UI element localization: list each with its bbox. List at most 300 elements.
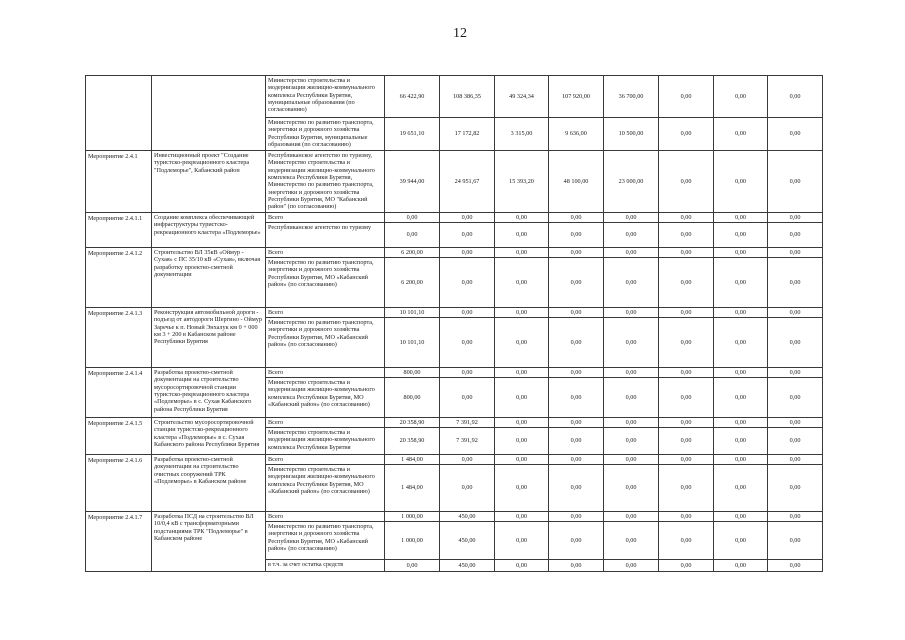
responsible-cell-text: Всего xyxy=(268,214,284,221)
value-cell-text: 0,00 xyxy=(680,213,692,221)
value-cell xyxy=(549,512,604,522)
value-cell-text: 0,00 xyxy=(789,177,801,185)
value-cell-text: 9 636,00 xyxy=(565,130,587,138)
value-cell xyxy=(549,522,604,560)
value-cell xyxy=(659,368,714,378)
value-cell-text: 800,00 xyxy=(403,368,421,376)
value-cell xyxy=(659,522,714,560)
value-cell xyxy=(440,76,495,118)
value-cell xyxy=(768,512,823,522)
value-cell xyxy=(659,318,714,368)
value-cell xyxy=(768,418,823,428)
value-cell xyxy=(768,378,823,418)
responsible-cell-text: Министерство по развитию транспорта, энергетики и дорожного хозяйства Республики Бурятия, МО «Кабанский район» (по согласованию) xyxy=(268,259,374,288)
value-cell-text: 0,00 xyxy=(625,248,637,256)
value-cell-text: 6 200,00 xyxy=(401,248,423,256)
value-cell xyxy=(385,522,440,560)
value-cell-text: 0,00 xyxy=(735,368,746,376)
value-cell-text: 0,00 xyxy=(516,484,527,492)
responsible-cell xyxy=(266,248,385,258)
value-cell-text: 0,00 xyxy=(625,536,637,544)
measure-label-text: Мероприятие 2.4.1.6 xyxy=(88,457,143,464)
responsible-cell xyxy=(266,522,385,560)
value-cell-text: 0,00 xyxy=(789,92,801,100)
value-cell xyxy=(714,318,768,368)
value-cell xyxy=(768,258,823,308)
value-cell xyxy=(714,455,768,465)
value-cell xyxy=(604,455,659,465)
value-cell xyxy=(385,151,440,213)
value-cell xyxy=(714,560,768,572)
responsible-cell xyxy=(266,560,385,572)
measure-label xyxy=(86,308,152,368)
value-cell-text: 0,00 xyxy=(625,455,637,463)
value-cell xyxy=(440,378,495,418)
value-cell-text: 450,00 xyxy=(458,561,476,569)
value-cell-text: 0,00 xyxy=(680,393,692,401)
value-cell xyxy=(604,118,659,151)
value-cell xyxy=(768,465,823,512)
value-cell xyxy=(440,560,495,572)
value-cell xyxy=(604,213,659,223)
value-cell-text: 0,00 xyxy=(570,308,582,316)
value-cell-text: 1 484,00 xyxy=(401,484,423,492)
value-cell-text: 0,00 xyxy=(516,418,527,426)
value-cell-text: 0,00 xyxy=(735,213,746,221)
responsible-cell xyxy=(266,418,385,428)
value-cell-text: 0,00 xyxy=(789,130,801,138)
value-cell xyxy=(714,118,768,151)
value-cell xyxy=(385,418,440,428)
value-cell xyxy=(385,455,440,465)
measure-label xyxy=(86,368,152,418)
value-cell xyxy=(440,428,495,455)
measure-label-text: Мероприятие 2.4.1.7 xyxy=(88,514,143,521)
value-cell-text: 1 484,00 xyxy=(401,455,423,463)
value-cell-text: 0,00 xyxy=(789,213,801,221)
measure-label-text: Мероприятие 2.4.1.4 xyxy=(88,370,143,377)
value-cell-text: 10 101,10 xyxy=(399,308,425,316)
value-cell xyxy=(604,76,659,118)
value-cell xyxy=(714,76,768,118)
value-cell xyxy=(495,455,549,465)
value-cell xyxy=(495,248,549,258)
value-cell-text: 24 951,67 xyxy=(454,177,480,185)
value-cell xyxy=(385,76,440,118)
value-cell xyxy=(714,378,768,418)
value-cell xyxy=(549,248,604,258)
value-cell-text: 7 391,92 xyxy=(456,418,478,426)
value-cell xyxy=(549,118,604,151)
value-cell xyxy=(440,308,495,318)
value-cell xyxy=(659,76,714,118)
value-cell xyxy=(604,428,659,455)
value-cell-text: 0,00 xyxy=(789,231,801,239)
value-cell-text: 0,00 xyxy=(680,418,692,426)
value-cell xyxy=(659,512,714,522)
responsible-cell-text: Всего xyxy=(268,513,284,520)
value-cell-text: 0,00 xyxy=(735,308,746,316)
value-cell xyxy=(714,248,768,258)
measure-label xyxy=(86,455,152,512)
value-cell-text: 0,00 xyxy=(516,561,527,569)
measure-label xyxy=(86,151,152,213)
value-cell xyxy=(495,465,549,512)
value-cell xyxy=(768,428,823,455)
value-cell xyxy=(385,318,440,368)
value-cell-text: 0,00 xyxy=(461,455,473,463)
value-cell-text: 0,00 xyxy=(461,308,473,316)
value-cell-text: 0,00 xyxy=(789,278,801,286)
value-cell xyxy=(495,368,549,378)
responsible-cell-text: Министерство по развитию транспорта, энергетики и дорожного хозяйства Республики Бурятия, МО «Кабанский район» (по согласованию) xyxy=(268,523,374,552)
value-cell xyxy=(549,258,604,308)
value-cell-text: 0,00 xyxy=(735,512,746,520)
value-cell-text: 0,00 xyxy=(680,92,692,100)
value-cell xyxy=(385,248,440,258)
measure-description xyxy=(152,308,266,368)
value-cell xyxy=(604,378,659,418)
page-number: 12 xyxy=(453,26,467,41)
measure-description-text: Инвестиционный проект "Создание туристско-рекреационного кластера "Подлеморье", Кабанский район xyxy=(154,152,250,174)
value-cell-text: 0,00 xyxy=(516,213,527,221)
value-cell-text: 23 000,00 xyxy=(618,177,644,185)
value-cell xyxy=(604,522,659,560)
value-cell-text: 800,00 xyxy=(403,393,421,401)
value-cell xyxy=(440,318,495,368)
value-cell xyxy=(549,223,604,248)
responsible-cell-text: Министерство строительства и модернизации жилищно-коммунального комплекса Республики Бурятия xyxy=(268,429,375,451)
responsible-cell-text: Министерство строительства и модернизации жилищно-коммунального комплекса Республики Бурятия, МО «Кабанский район» (по согласованию) xyxy=(268,466,375,495)
value-cell xyxy=(495,418,549,428)
measure-description-text: Строительство мусоросортировочной станции туристско-рекреационного кластера «Подлеморье» в с. Сухая Кабанского района Республики Бурятия xyxy=(154,419,260,448)
value-cell xyxy=(495,308,549,318)
value-cell-text: 0,00 xyxy=(680,561,692,569)
value-cell xyxy=(385,258,440,308)
value-cell-text: 15 393,20 xyxy=(509,177,534,185)
value-cell xyxy=(768,560,823,572)
value-cell xyxy=(385,213,440,223)
value-cell xyxy=(385,428,440,455)
value-cell xyxy=(495,213,549,223)
measure-description-text: Разработка ПСД на строительство ВЛ 10/0,4 кВ с трансформаторными подстанциями ТРК "Подлеморье" в Кабанском районе xyxy=(154,513,254,542)
value-cell xyxy=(549,560,604,572)
value-cell xyxy=(549,213,604,223)
value-cell-text: 0,00 xyxy=(625,484,637,492)
measure-description xyxy=(152,213,266,248)
value-cell-text: 3 315,00 xyxy=(510,130,533,138)
value-cell-text: 0,00 xyxy=(789,512,801,520)
value-cell-text: 0,00 xyxy=(570,213,582,221)
value-cell xyxy=(604,258,659,308)
value-cell-text: 0,00 xyxy=(680,130,692,138)
value-cell-text: 0,00 xyxy=(516,536,527,544)
value-cell-text: 0,00 xyxy=(461,368,473,376)
value-cell xyxy=(440,213,495,223)
value-cell-text: 0,00 xyxy=(735,92,746,100)
value-cell xyxy=(604,512,659,522)
responsible-cell xyxy=(266,455,385,465)
value-cell-text: 0,00 xyxy=(625,338,637,346)
value-cell xyxy=(714,223,768,248)
value-cell xyxy=(714,151,768,213)
responsible-cell-text: Министерство строительства и модернизации жилищно-коммунального комплекса Республики Бурятия, МО «Кабанский район» (по согласованию) xyxy=(268,379,375,408)
value-cell-text: 0,00 xyxy=(680,437,692,445)
value-cell xyxy=(604,465,659,512)
value-cell xyxy=(768,522,823,560)
value-cell-text: 0,00 xyxy=(570,418,582,426)
value-cell-text: 17 172,82 xyxy=(454,130,480,138)
value-cell-text: 0,00 xyxy=(735,130,746,138)
value-cell xyxy=(659,465,714,512)
value-cell xyxy=(495,512,549,522)
value-cell-text: 0,00 xyxy=(570,536,582,544)
value-cell xyxy=(714,258,768,308)
value-cell xyxy=(495,223,549,248)
value-cell-text: 0,00 xyxy=(680,231,692,239)
responsible-cell-text: Всего xyxy=(268,249,284,256)
responsible-cell-text: Всего xyxy=(268,456,284,463)
value-cell xyxy=(659,151,714,213)
value-cell-text: 0,00 xyxy=(789,437,801,445)
value-cell-text: 0,00 xyxy=(680,484,692,492)
value-cell-text: 450,00 xyxy=(458,512,476,520)
value-cell xyxy=(549,465,604,512)
value-cell xyxy=(495,560,549,572)
responsible-cell xyxy=(266,465,385,512)
value-cell-text: 0,00 xyxy=(516,278,527,286)
value-cell xyxy=(495,118,549,151)
value-cell-text: 0,00 xyxy=(570,368,582,376)
measure-label-text: Мероприятие 2.4.1.1 xyxy=(88,215,143,222)
value-cell-text: 0,00 xyxy=(625,418,637,426)
value-cell xyxy=(549,318,604,368)
value-cell-text: 0,00 xyxy=(516,437,527,445)
value-cell xyxy=(440,465,495,512)
value-cell-text: 10 101,10 xyxy=(399,338,425,346)
value-cell-text: 0,00 xyxy=(570,248,582,256)
value-cell xyxy=(659,118,714,151)
value-cell-text: 0,00 xyxy=(461,484,473,492)
value-cell-text: 0,00 xyxy=(625,393,637,401)
value-cell-text: 0,00 xyxy=(789,248,801,256)
value-cell-text: 0,00 xyxy=(735,484,746,492)
value-cell-text: 0,00 xyxy=(735,418,746,426)
value-cell xyxy=(495,318,549,368)
responsible-cell-text: Министерство строительства и модернизации жилищно-коммунального комплекса Республики Бурятия, муниципальные образования (по согласованию) xyxy=(268,77,375,114)
value-cell-text: 0,00 xyxy=(461,231,473,239)
value-cell xyxy=(714,465,768,512)
value-cell xyxy=(440,512,495,522)
value-cell xyxy=(440,223,495,248)
value-cell-text: 0,00 xyxy=(735,455,746,463)
value-cell-text: 450,00 xyxy=(458,536,476,544)
value-cell-text: 0,00 xyxy=(570,338,582,346)
value-cell xyxy=(768,455,823,465)
measure-description-text: Разработка проектно-сметной документации на строительство очистных сооружений ТРК «Подлеморье» в Кабанском районе xyxy=(154,456,247,485)
value-cell-text: 1 000,00 xyxy=(401,536,423,544)
value-cell-text: 0,00 xyxy=(680,536,692,544)
measure-label-text: Мероприятие 2.4.1.2 xyxy=(88,250,143,257)
responsible-cell xyxy=(266,258,385,308)
value-cell-text: 0,00 xyxy=(789,368,801,376)
value-cell-text: 0,00 xyxy=(625,213,637,221)
value-cell-text: 0,00 xyxy=(735,248,746,256)
value-cell xyxy=(440,455,495,465)
responsible-cell-text: Всего xyxy=(268,309,284,316)
measure-description xyxy=(152,76,266,151)
value-cell-text: 36 700,00 xyxy=(618,92,644,100)
value-cell-text: 0,00 xyxy=(735,177,746,185)
value-cell xyxy=(385,118,440,151)
value-cell xyxy=(714,308,768,318)
value-cell-text: 0,00 xyxy=(735,278,746,286)
value-cell xyxy=(495,258,549,308)
measure-description xyxy=(152,418,266,455)
measure-description xyxy=(152,512,266,572)
value-cell-text: 1 000,00 xyxy=(401,512,423,520)
measure-label-text: Мероприятие 2.4.1.5 xyxy=(88,420,143,427)
responsible-cell-text: Всего xyxy=(268,419,284,426)
value-cell-text: 0,00 xyxy=(516,231,527,239)
program-table xyxy=(85,75,823,572)
value-cell xyxy=(659,258,714,308)
value-cell xyxy=(768,248,823,258)
value-cell-text: 0,00 xyxy=(570,278,582,286)
value-cell xyxy=(440,368,495,378)
value-cell-text: 0,00 xyxy=(461,338,473,346)
value-cell xyxy=(495,76,549,118)
responsible-cell xyxy=(266,378,385,418)
measure-description-text: Реконструкция автомобильной дороги - подъезд от автодороги Шергино - Оймур Заречье к п. Новый Энхалук км 0 + 000 км 3 + 200 в Кабанском районе Республики Бурятия xyxy=(154,309,262,346)
value-cell xyxy=(495,428,549,455)
responsible-cell xyxy=(266,151,385,213)
value-cell xyxy=(768,318,823,368)
responsible-cell xyxy=(266,428,385,455)
value-cell xyxy=(385,512,440,522)
measure-label xyxy=(86,213,152,248)
value-cell xyxy=(604,248,659,258)
value-cell-text: 0,00 xyxy=(680,278,692,286)
measure-description xyxy=(152,455,266,512)
value-cell-text: 0,00 xyxy=(516,248,527,256)
value-cell-text: 6 200,00 xyxy=(401,278,423,286)
value-cell xyxy=(385,560,440,572)
value-cell-text: 0,00 xyxy=(516,455,527,463)
responsible-cell xyxy=(266,76,385,118)
value-cell xyxy=(440,418,495,428)
value-cell-text: 10 500,00 xyxy=(618,130,644,138)
value-cell xyxy=(549,368,604,378)
value-cell xyxy=(768,213,823,223)
measure-label xyxy=(86,76,152,151)
value-cell-text: 0,00 xyxy=(625,561,637,569)
value-cell xyxy=(768,76,823,118)
responsible-cell-text: Республиканское агентство по туризму xyxy=(268,224,372,231)
responsible-cell xyxy=(266,368,385,378)
value-cell xyxy=(768,368,823,378)
value-cell-text: 0,00 xyxy=(789,393,801,401)
value-cell xyxy=(768,223,823,248)
value-cell-text: 0,00 xyxy=(735,437,746,445)
value-cell xyxy=(604,368,659,378)
value-cell-text: 0,00 xyxy=(789,536,801,544)
measure-description xyxy=(152,368,266,418)
value-cell-text: 7 391,92 xyxy=(456,437,478,445)
value-cell-text: 0,00 xyxy=(735,338,746,346)
value-cell xyxy=(385,368,440,378)
value-cell xyxy=(549,308,604,318)
value-cell xyxy=(440,248,495,258)
value-cell xyxy=(604,151,659,213)
value-cell-text: 66 422,90 xyxy=(399,92,425,100)
value-cell xyxy=(495,378,549,418)
value-cell-text: 0,00 xyxy=(680,308,692,316)
measure-label-text: Мероприятие 2.4.1 xyxy=(88,153,138,160)
value-cell-text: 0,00 xyxy=(735,536,746,544)
responsible-cell xyxy=(266,118,385,151)
value-cell xyxy=(495,522,549,560)
value-cell-text: 0,00 xyxy=(789,338,801,346)
value-cell xyxy=(659,308,714,318)
responsible-cell xyxy=(266,213,385,223)
value-cell-text: 108 386,35 xyxy=(453,92,481,100)
value-cell-text: 0,00 xyxy=(516,393,527,401)
value-cell-text: 0,00 xyxy=(625,231,637,239)
value-cell xyxy=(604,223,659,248)
value-cell xyxy=(659,428,714,455)
value-cell-text: 0,00 xyxy=(789,418,801,426)
value-cell xyxy=(714,428,768,455)
value-cell xyxy=(659,455,714,465)
value-cell-text: 0,00 xyxy=(516,338,527,346)
value-cell xyxy=(495,151,549,213)
responsible-cell-text: Республиканское агентство по туризму, Министерство строительства и модернизации жилищно-коммунального комплекса Республики Бурятия, Министерство по развитию транспорта, энергетики и дорожного хозяйства Республики Бурятия, МО "Кабанский район" (по согласованию) xyxy=(268,152,375,211)
value-cell-text: 0,00 xyxy=(570,393,582,401)
value-cell xyxy=(768,118,823,151)
value-cell xyxy=(440,151,495,213)
value-cell-text: 0,00 xyxy=(406,231,418,239)
value-cell-text: 0,00 xyxy=(680,368,692,376)
value-cell-text: 0,00 xyxy=(625,437,637,445)
value-cell-text: 0,00 xyxy=(680,248,692,256)
value-cell-text: 0,00 xyxy=(461,248,473,256)
value-cell-text: 0,00 xyxy=(680,455,692,463)
value-cell-text: 0,00 xyxy=(570,231,582,239)
value-cell xyxy=(385,378,440,418)
value-cell xyxy=(659,378,714,418)
measure-description-text: Строительство ВЛ 35кВ «Оймур - Сухая» с ПС 35/10 кВ «Сухая», включая разработку проектно-сметной документации xyxy=(154,249,261,278)
value-cell-text: 0,00 xyxy=(516,512,527,520)
value-cell xyxy=(714,522,768,560)
value-cell-text: 0,00 xyxy=(625,512,637,520)
responsible-cell-text: в т.ч. за счет остатка средств xyxy=(268,561,344,568)
value-cell-text: 0,00 xyxy=(516,308,527,316)
value-cell-text: 20 358,90 xyxy=(399,418,425,426)
value-cell xyxy=(604,560,659,572)
responsible-cell xyxy=(266,308,385,318)
value-cell-text: 0,00 xyxy=(789,455,801,463)
value-cell xyxy=(549,76,604,118)
value-cell-text: 0,00 xyxy=(680,338,692,346)
value-cell xyxy=(604,318,659,368)
responsible-cell-text: Всего xyxy=(268,369,284,376)
value-cell xyxy=(549,151,604,213)
value-cell-text: 0,00 xyxy=(461,393,473,401)
measure-label xyxy=(86,248,152,308)
value-cell-text: 0,00 xyxy=(735,231,746,239)
value-cell-text: 48 100,00 xyxy=(563,177,589,185)
